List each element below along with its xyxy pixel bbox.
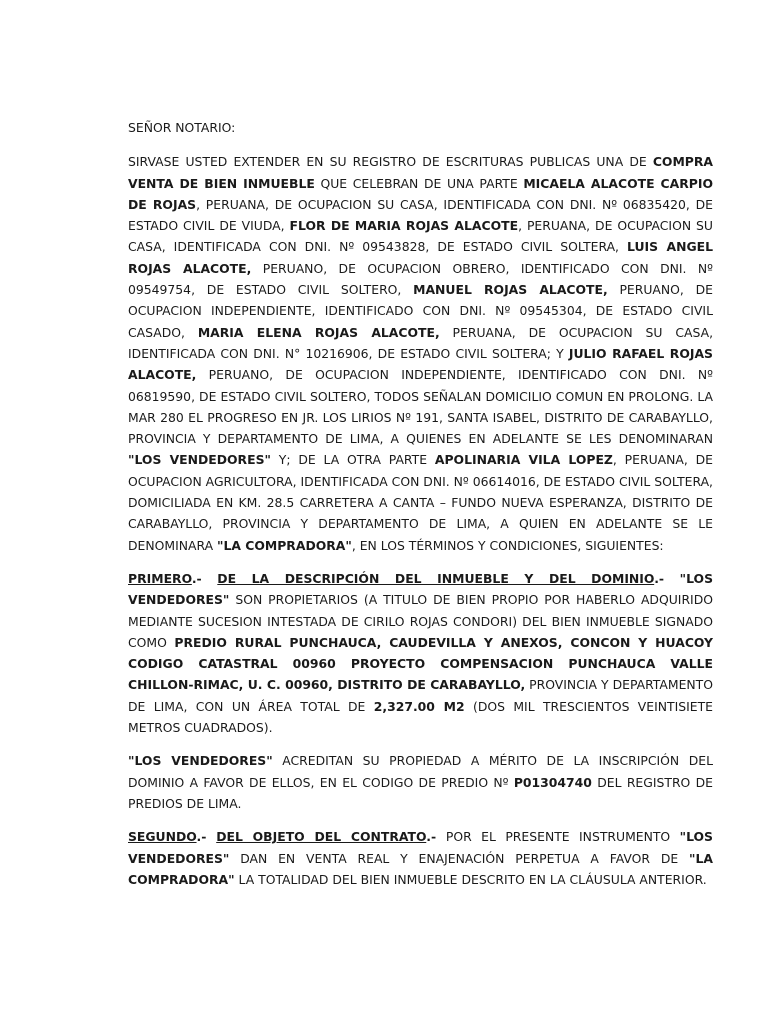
text-run: PERUANO, DE OCUPACION INDEPENDIENTE, IDENTIFICADO CON DNI. Nº 06819590, DE ESTADO CIVIL SOLTERO, TODOS SEÑALAN DOMICILIO COMUN EN PROLONG. LA MAR 280 EL PROGRESO EN JR. LOS LIRIOS Nº 191, SANTA ISABEL, DISTRITO DE CARABAYLLO, PROVINCIA Y DEPARTAMENTO DE LIMA, A QUIENES EN ADELANTE SE LES DENOMINARAN [128, 367, 713, 447]
text-run: LA TOTALIDAD DEL BIEN INMUEBLE DESCRITO EN LA CLÁUSULA ANTERIOR. [234, 871, 707, 887]
text-run: (DOS MIL TRESCIENTOS VEINTISIETE METROS CUADRADOS). [128, 698, 714, 736]
text-run: PERUANO, DE OCUPACION INDEPENDIENTE, IDENTIFICADO CON DNI. Nº 09545304, DE ESTADO CIVIL CASADO, [128, 282, 713, 340]
text-run: , PERUANA, DE OCUPACION SU CASA, IDENTIFICADA CON DNI. Nº 09543828, DE ESTADO CIVIL SOLTERA, [128, 218, 713, 255]
clause-primero [128, 568, 713, 738]
text-run: DEL REGISTRO DE PREDIOS DE LIMA. [128, 774, 713, 811]
bold-text-run: "LA COMPRADORA" [128, 850, 713, 887]
text-run: PERUANA, DE OCUPACION SU CASA, IDENTIFICADA CON DNI. N° 10216906, DE ESTADO CIVIL SOLTERA; Y [128, 324, 714, 361]
bold-text-run: PREDIO RURAL PUNCHAUCA, CAUDEVILLA Y ANEXOS, CONCON Y HUACOY CODIGO CATASTRAL 00960 PROYECTO COMPENSACION PUNCHAUCA VALLE CHILLON-RIMAC, U. C. 00960, DISTRITO DE CARABAYLLO, [128, 634, 713, 693]
text-run: PERUANO, DE OCUPACION OBRERO, IDENTIFICADO CON DNI. Nº 09549754, DE ESTADO CIVIL SOLTERO, [128, 260, 713, 298]
bold-text-run: "LOS VENDEDORES" [128, 570, 714, 608]
bold-text-run: .- [426, 829, 446, 845]
text-run: QUE CELEBRAN DE UNA PARTE [314, 175, 524, 191]
text-run: Y; DE LA OTRA PARTE [270, 452, 435, 468]
paragraph-intro [128, 151, 713, 556]
text-run: DAN EN VENTA REAL Y ENAJENACIÓN PERPETUA A FAVOR DE [229, 850, 690, 866]
bold-text-run: MICAELA ALACOTE CARPIO DE ROJAS [128, 175, 713, 212]
bold-text-run: PRIMERO [128, 570, 192, 586]
text-run: , EN LOS TÉRMINOS Y CONDICIONES, SIGUIENTES: [351, 537, 664, 553]
bold-text-run: "LOS VENDEDORES" [128, 829, 713, 866]
text-run: POR EL PRESENTE INSTRUMENTO [445, 829, 680, 845]
bold-text-run: DE LA DESCRIPCIÓN DEL INMUEBLE Y DEL DOMINIO [217, 570, 655, 586]
bold-text-run: COMPRA VENTA DE BIEN INMUEBLE [128, 154, 713, 191]
bold-text-run: .- [191, 570, 218, 586]
text-run: ACREDITAN SU PROPIEDAD A MÉRITO DE LA INSCRIPCIÓN DEL DOMINIO A FAVOR DE ELLOS, EN EL CODIGO DE PREDIO Nº [128, 753, 713, 790]
text-run: SIRVASE USTED EXTENDER EN SU REGISTRO DE ESCRITURAS PUBLICAS UNA DE [128, 154, 653, 170]
document-page [128, 117, 713, 902]
bold-text-run: 2,327.00 M2 [373, 698, 465, 714]
bold-text-run: SEGUNDO [128, 829, 197, 845]
bold-text-run: JULIO RAFAEL ROJAS ALACOTE, [128, 345, 713, 383]
paragraph-salutation [128, 117, 713, 138]
bold-text-run: .- [196, 829, 217, 845]
text-run: SEÑOR NOTARIO: [128, 120, 236, 135]
bold-text-run: LUIS ANGEL ROJAS ALACOTE, [128, 239, 713, 276]
bold-text-run: "LOS VENDEDORES" [128, 753, 273, 769]
bold-text-run: FLOR DE MARIA ROJAS ALACOTE [289, 218, 519, 234]
text-run: SON PROPIETARIOS (A TITULO DE BIEN PROPIO POR HABERLO ADQUIRIDO MEDIANTE SUCESION INTESTADA DE CIRILO ROJAS CONDORI) DEL BIEN INMUEBLE SIGNADO COMO [128, 592, 713, 650]
paragraph-vendedores-acreditan [128, 750, 713, 814]
bold-text-run: P01304740 [513, 774, 592, 790]
bold-text-run: MARIA ELENA ROJAS ALACOTE, [197, 324, 440, 340]
text-run: , PERUANA, DE OCUPACION AGRICULTORA, IDENTIFICADA CON DNI. Nº 06614016, DE ESTADO CIVIL SOLTERA, DOMICILIADA EN KM. 28.5 CARRETERA A CANTA – FUNDO NUEVA ESPERANZA, DISTRITO DE CARABAYLLO, PROVINCIA Y DEPARTAMENTO DE LIMA, A QUIEN EN ADELANTE SE LE DENOMINARA [128, 452, 714, 553]
bold-text-run: "LA COMPRADORA" [217, 537, 352, 553]
bold-text-run: APOLINARIA VILA LOPEZ [434, 452, 613, 468]
bold-text-run: DEL OBJETO DEL CONTRATO [216, 829, 427, 845]
text-run: , PERUANA, DE OCUPACION SU CASA, IDENTIFICADA CON DNI. Nº 06835420, DE ESTADO CIVIL DE VIUDA, [128, 196, 713, 234]
clause-segundo [128, 826, 713, 890]
bold-text-run: .- [654, 570, 680, 586]
bold-text-run: MANUEL ROJAS ALACOTE, [413, 282, 608, 298]
bold-text-run: "LOS VENDEDORES" [128, 452, 271, 468]
text-run: PROVINCIA Y DEPARTAMENTO DE LIMA, CON UN ÁREA TOTAL DE [128, 677, 714, 714]
